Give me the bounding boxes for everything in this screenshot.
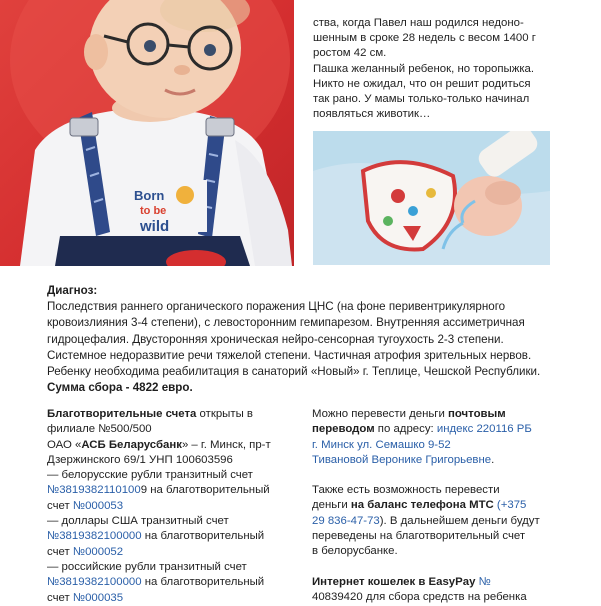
shirt-print-born: Born (134, 188, 165, 203)
bank-prefix: ОАО « (47, 438, 82, 451)
mts-line5: в белорусбанке. (312, 545, 398, 558)
mts-bold: на баланс телефона МТС (350, 499, 494, 512)
rub-sub-account: №000035 (72, 591, 124, 604)
shirt-print-wild: wild (140, 218, 170, 235)
byr-account-number: №3819382110100 (47, 484, 141, 497)
rub-account-after: на благотворительный (141, 576, 265, 589)
bank-name: АСБ Беларусбанк (81, 438, 182, 451)
rub-label: — российские рубли транзитный счет (47, 560, 247, 573)
diagnosis-line: Последствия раннего органического поражения ЦНС (на фоне перивентрикулярного (47, 300, 506, 314)
postal-index: индекс 220116 РБ (436, 423, 532, 436)
byr-label: — белорусские рубли транзитный счет (47, 469, 253, 482)
usd-sub-prefix: счет (47, 545, 73, 558)
usd-label: — доллары США транзитный счет (47, 515, 229, 528)
mts-intro: Также есть возможность перевести (312, 484, 500, 497)
usd-account-after: на благотворительный (141, 530, 265, 543)
postal-street: г. Минск ул. Семашко 9-52 (312, 438, 451, 451)
byr-sub-account: №000053 (72, 499, 124, 512)
child-photo-left (0, 0, 294, 266)
usd-account-number: №3819382100000 (47, 530, 142, 543)
newborn-illustration (313, 131, 550, 265)
bank-address: Дзержинского 69/1 УНП 100603596 (47, 453, 233, 466)
story-line: так рано. У мамы только-только начинал (313, 93, 530, 106)
postal-transfer-bold: переводом (312, 423, 375, 436)
diagnosis-heading: Диагноз: (47, 284, 98, 297)
accounts-title-rest: открыты в (196, 408, 253, 420)
mts-phone: 29 836-47-73 (312, 514, 380, 527)
mts-phone-start: (+375 (493, 499, 527, 512)
shirt-print-to-be: to be (140, 205, 167, 217)
rub-account-number: №3819382100000 (47, 576, 142, 589)
newborn-photo-right (313, 131, 550, 265)
usd-sub-account: №000052 (72, 545, 124, 558)
story-line: Пашка желанный ребенок, но торопыжка. (313, 62, 535, 75)
easypay-number-sign: № (478, 575, 491, 588)
fundraising-sum: Сумма сбора - 4822 евро. (47, 381, 193, 395)
diagnosis-line: кровоизлияния 3-4 степени), с левосторонним гемипарезом. Внутренняя ассиметричная (47, 316, 525, 330)
bank-city: » – г. Минск, пр-т (181, 438, 271, 451)
easypay-title: Интернет кошелек в EasyPay (312, 575, 479, 588)
diagnosis-line: Системное недоразвитие речи тяжелой степени. Частичная атрофия зрительных нервов. (47, 348, 532, 362)
story-line: ства, когда Павел наш родился недоно- (313, 17, 524, 29)
story-line: Никто не ожидал, что он решит родиться (313, 77, 531, 90)
story-line: появляться животик… (313, 108, 431, 121)
accounts-branch: филиале №500/500 (47, 423, 152, 436)
postal-address-label: по адресу: (374, 423, 437, 436)
child-with-glasses-illustration (0, 0, 294, 266)
story-text (313, 0, 573, 122)
postal-recipient: Тивановой Веронике Григорьевне (312, 453, 492, 466)
transfer-methods (312, 407, 572, 605)
postal-recipient-end: . (491, 453, 495, 466)
story-line: ростом 42 см. (313, 47, 387, 60)
story-line: шенным в сроке 28 недель с весом 1400 г (313, 32, 536, 45)
postal-intro: Можно перевести деньги (312, 408, 448, 420)
postal-bold: почтовым (448, 408, 506, 420)
shirt-print (125, 180, 207, 235)
rub-sub-prefix: счет (47, 591, 73, 604)
mts-pre: деньги (312, 499, 351, 512)
charity-accounts (47, 407, 307, 606)
accounts-title: Благотворительные счета (47, 408, 197, 420)
byr-sub-prefix: счет (47, 499, 73, 512)
byr-account-after: 9 на благотворительный (140, 484, 270, 497)
diagnosis-line: гидроцефалия. Двусторонняя хроническая нейро-сенсорная тугоухость 2-3 степени. (47, 332, 504, 346)
diagnosis-line: Ребенку необходима реабилитация в санаторий «Новый» г. Теплице, Чешской Республики. (47, 365, 541, 379)
easypay-line2: 40839420 для сбора средств на ребенка (312, 590, 527, 603)
diagnosis-section (47, 283, 567, 396)
mts-after-phone: ). В дальнейшем деньги будут (379, 514, 540, 527)
mts-line4: переведены на благотворительный счет (312, 530, 526, 543)
